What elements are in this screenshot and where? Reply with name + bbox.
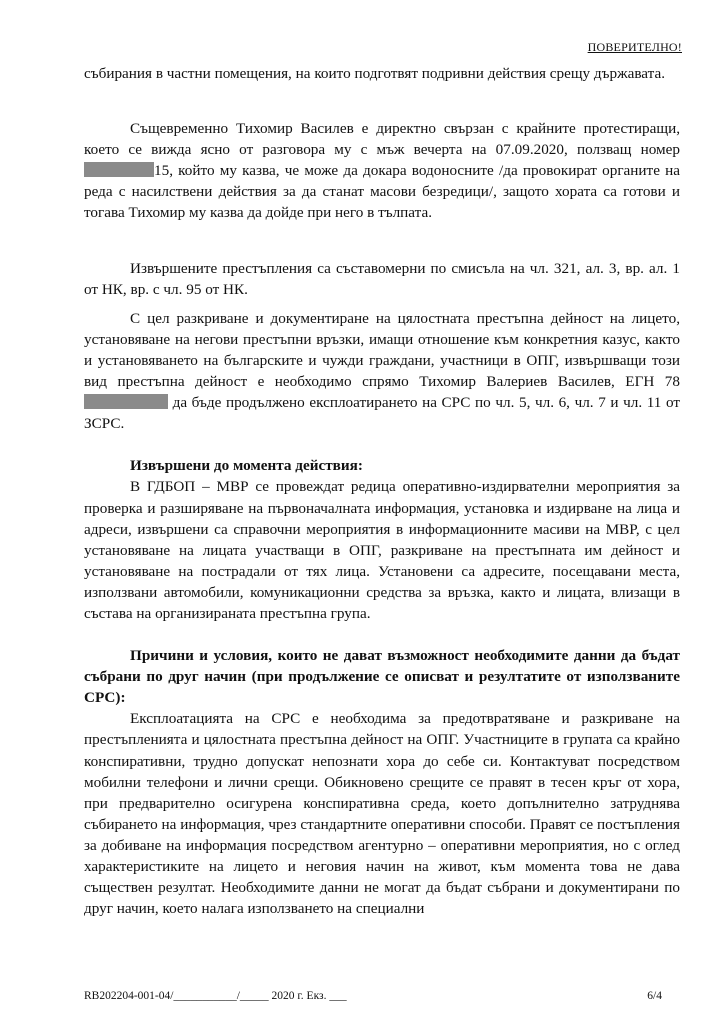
section-heading-actions: Извършени до момента действия: xyxy=(130,457,363,475)
paragraph-4-part-2: да бъде продължено експлоатирането на СРС по чл. 5, чл. 6, чл. 7 и чл. 11 от ЗСРС. xyxy=(84,394,680,433)
paragraph-2-part-1: Същевременно Тихомир Василев е директно свързан с крайните протестиращи, което се вижда ясно от разговора му с мъж вечерта на 07.09.2020, ползващ номер xyxy=(84,120,680,159)
redacted-egn-block xyxy=(84,394,168,409)
paragraph-6: Експлоатацията на СРС е необходима за предотвратяване и разкриване на престъпленията и цялостната престъпна дейност на ОПГ. Участниците в групата са крайно конспиративни, трудно допускат непознати хора до себе си. Контактуват посредством мобилни телефони и лични срещи. Обикновено срещите се правят в тесен кръг от хора, при предварително осигурена конспиративна среда, което допълнително затруднява събирането на информация, чрез стандартните оперативни способи. Правят се постъпления за добиване на информация посредством агентурно – оперативни мероприятия, но с оглед характеристиките на лицето и неговия начин на живот, към момента това не дава съществен резултат. Необходимите данни не могат да бъдат събрани и документирани по друг начин, което налага използването на специални xyxy=(84,710,680,918)
paragraph-4-part-1: С цел разкриване и документиране на цялостната престъпна дейност на лицето, установяване на негови престъпни връзки, имащи отношение към конкретния казус, както и установяването на българските и чужди граждани, участници в ОПГ, извършващи този вид престъпна дейност е необходимо спрямо Тихомир Валериев Василев, ЕГН 78 xyxy=(84,309,680,391)
document-body xyxy=(84,63,680,919)
document-reference: RB202204-001-04/___________/_____ 2020 г. Екз. ___ xyxy=(84,990,347,1002)
paragraph-5: В ГДБОП – МВР се провеждат редица оперативно-издирвателни мероприятия за проверка и разширяване на първоначалната информация, установка и издирване на лица и адреси, извършени са справочни мероприятия в информационните масиви на МВР, с цел установяване на лицата участващи в ОПГ, разкриване на престъпната им дейност и установяване на пострадали от тях лица. Установени са адресите, посещавани места, използвани автомобили, комуникационни средства за връзка, както и лицата, влизащи в състава на организираната престъпна група. xyxy=(84,478,680,622)
paragraph-4 xyxy=(84,308,680,435)
paragraph-2 xyxy=(84,118,680,223)
classification-label: ПОВЕРИТЕЛНО! xyxy=(587,40,682,54)
paragraph-2-part-2: 15, който му казва, че може да докара водоносните /да провокират органите на реда с насилствени действия за да станат масови безредици/, защото хората са готови и тогава Тихомир му казва да дойде при него в тълпата. xyxy=(84,162,680,222)
page-number: 6/4 xyxy=(647,990,662,1002)
section-heading-reasons: Причини и условия, които не дават възможност необходимите данни да бъдат събрани по друг начин (при продължение се описват и резултатите от използваните СРС): xyxy=(84,647,680,707)
redacted-phone-block xyxy=(84,162,154,177)
paragraph-3: Извършените престъпления са съставомерни по смисъла на чл. 321, ал. 3, вр. ал. 1 от НК, вр. с чл. 95 от НК. xyxy=(84,259,680,298)
page-footer xyxy=(84,990,662,1002)
paragraph-1: събирания в частни помещения, на които подготвят подривни действия срещу държавата. xyxy=(84,65,666,82)
